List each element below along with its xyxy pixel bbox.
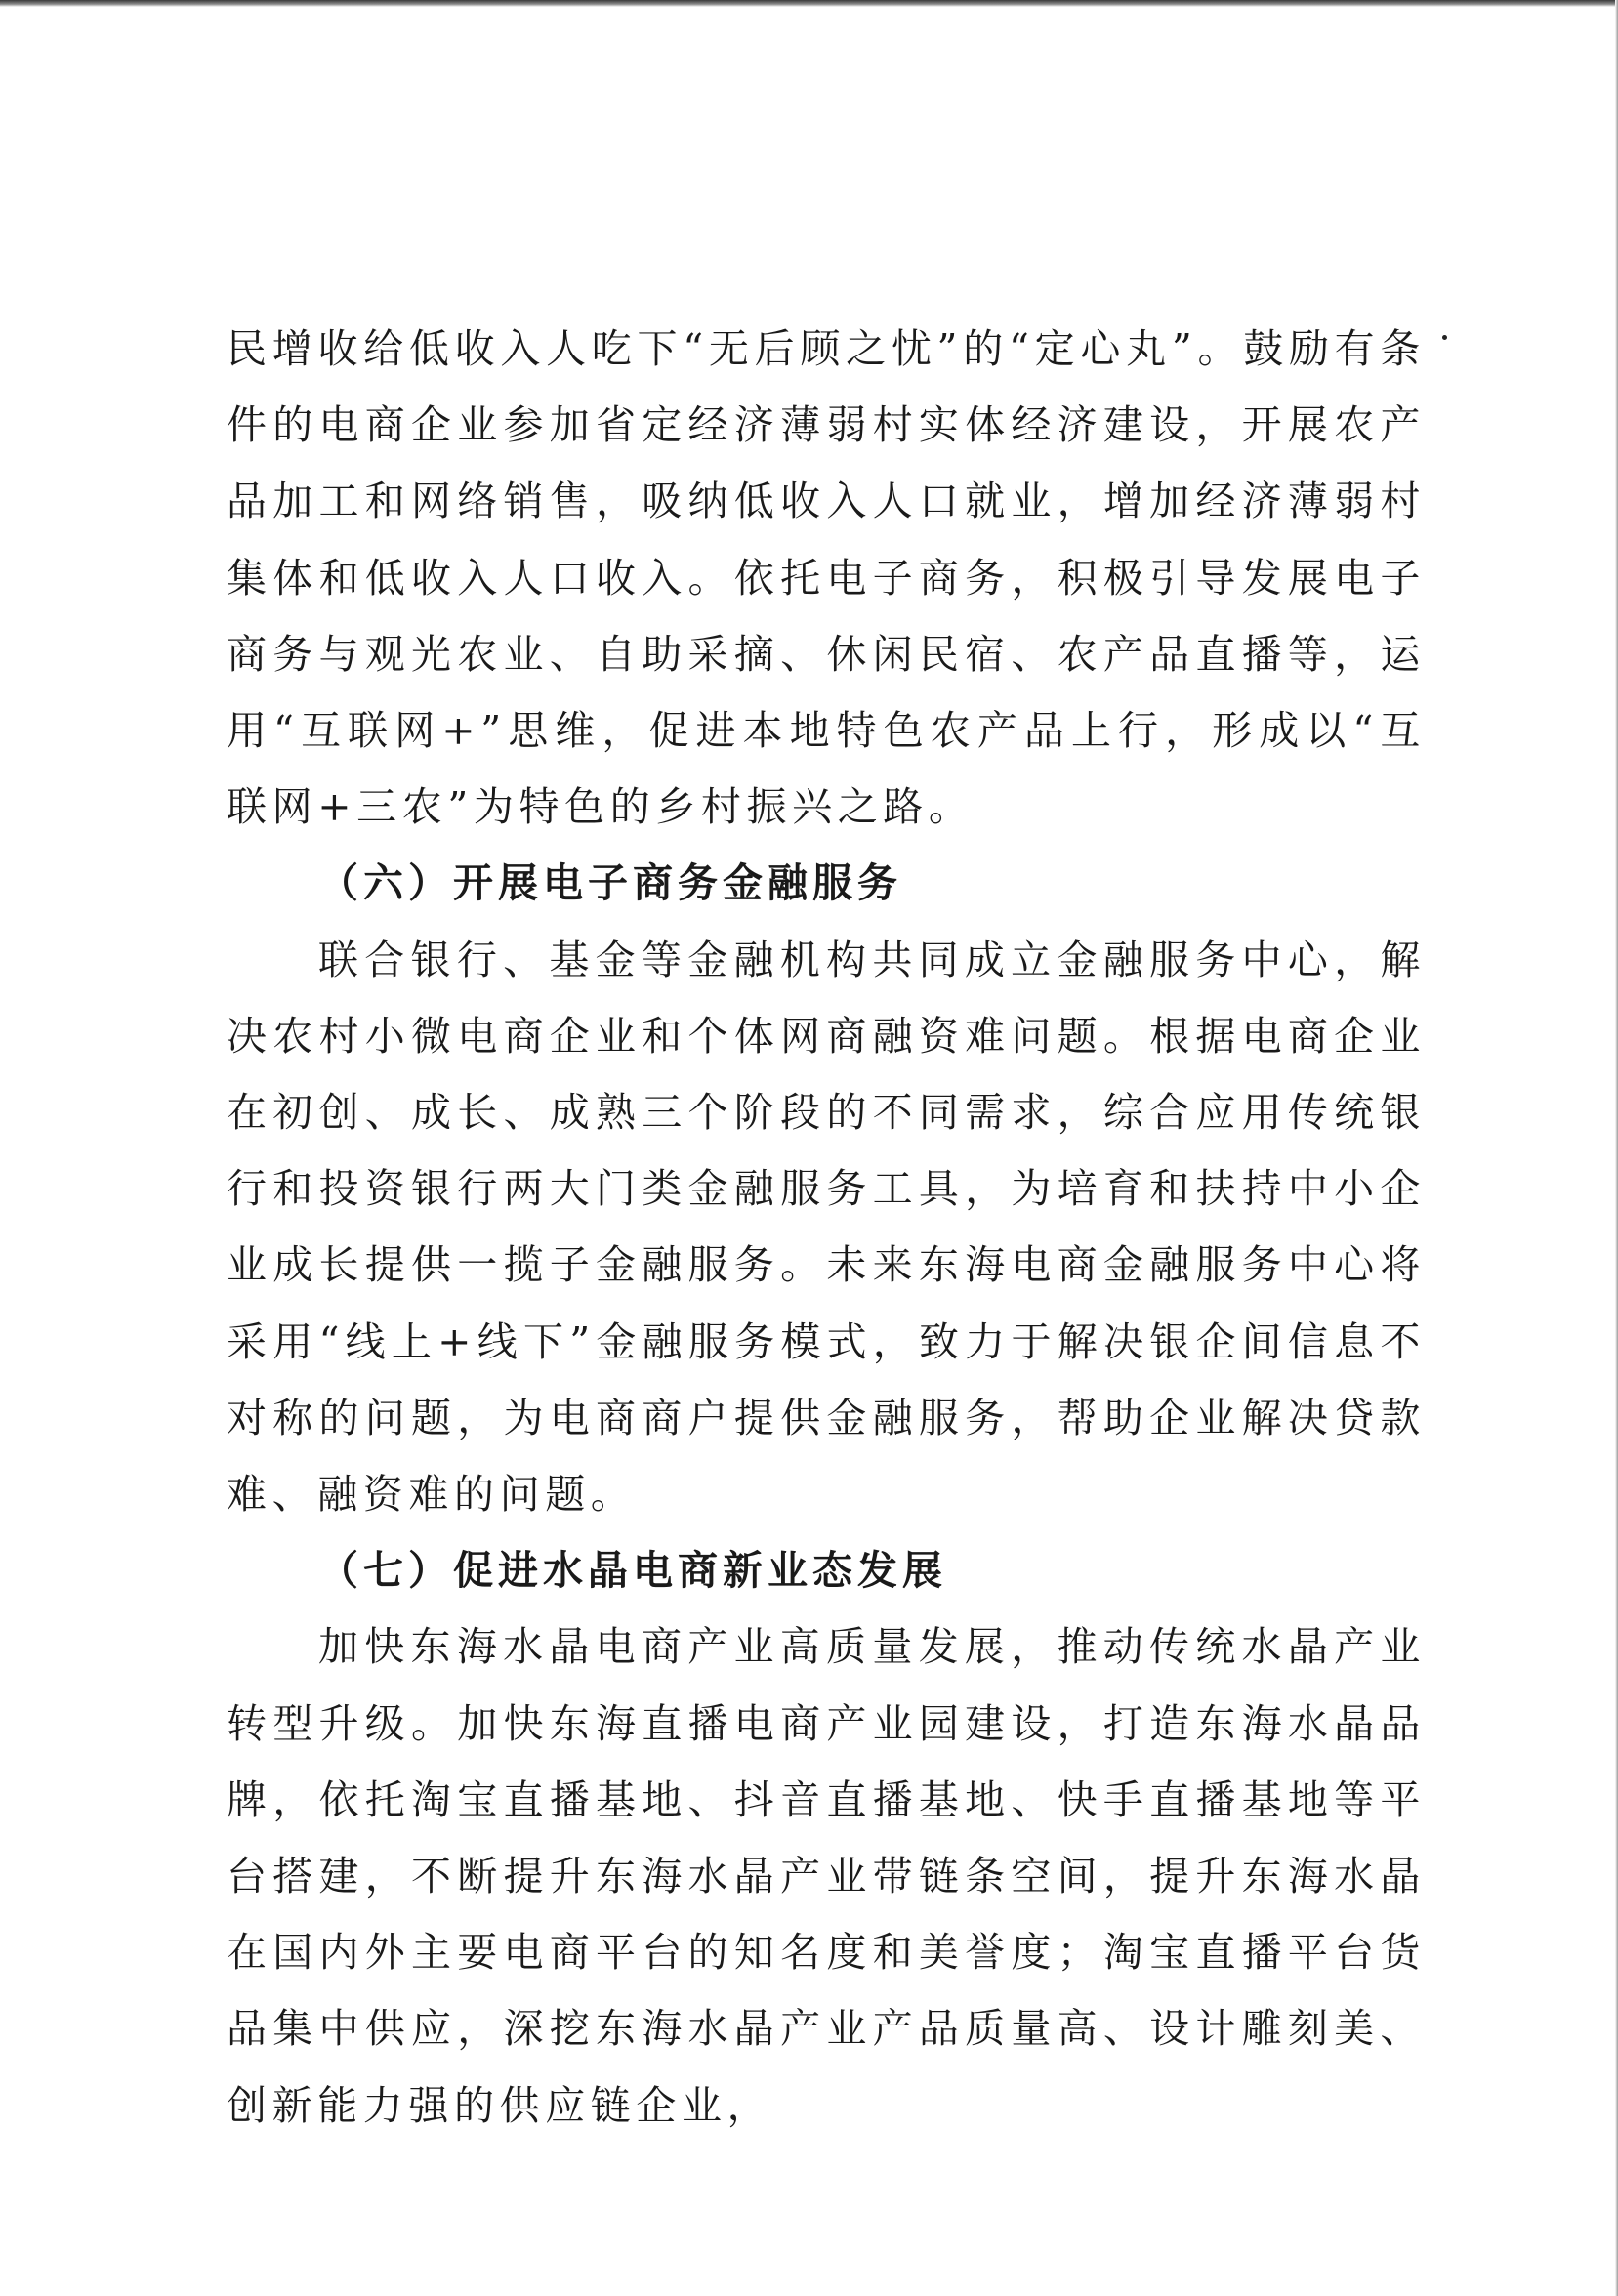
document-page	[227, 311, 1426, 2144]
section-heading-7: （七）促进水晶电商新业态发展	[318, 1547, 947, 1595]
scan-speck	[1442, 335, 1447, 340]
paragraph-continued: 民增收给低收入人吃下“无后顾之忧”的“定心丸”。鼓励有条件的电商企业参加省定经济薄弱村实体经济建设，开展农产品加工和网络销售，吸纳低收入人口就业，增加经济薄弱村集体和低收入人口收入。依托电子商务，积极引导发展电子商务与观光农业、自助采摘、休闲民宿、农产品直播等，运用“互联网+”思维，促进本地特色农产品上行，形成以“互联网+三农”为特色的乡村振兴之路。	[227, 325, 1426, 831]
scan-top-edge	[0, 0, 1618, 7]
section-heading-6: （六）开展电子商务金融服务	[318, 859, 902, 907]
paragraph-financial-services: 联合银行、基金等金融机构共同成立金融服务中心，解决农村小微电商企业和个体网商融资难问题。根据电商企业在初创、成长、成熟三个阶段的不同需求，综合应用传统银行和投资银行两大门类金融服务工具，为培育和扶持中小企业成长提供一揽子金融服务。未来东海电商金融服务中心将采用“线上+线下”金融服务模式，致力于解决银企间信息不对称的问题，为电商商户提供金融服务，帮助企业解决贷款难、融资难的问题。	[227, 936, 1426, 1519]
paragraph-crystal-ecommerce: 加快东海水晶电商产业高质量发展，推动传统水晶产业转型升级。加快东海直播电商产业园建设，打造东海水晶品牌，依托淘宝直播基地、抖音直播基地、快手直播基地等平台搭建，不断提升东海水晶产业带链条空间，提升东海水晶在国内外主要电商平台的知名度和美誉度；淘宝直播平台货品集中供应，深挖东海水晶产业产品质量高、设计雕刻美、创新能力强的供应链企业，	[227, 1623, 1426, 2129]
